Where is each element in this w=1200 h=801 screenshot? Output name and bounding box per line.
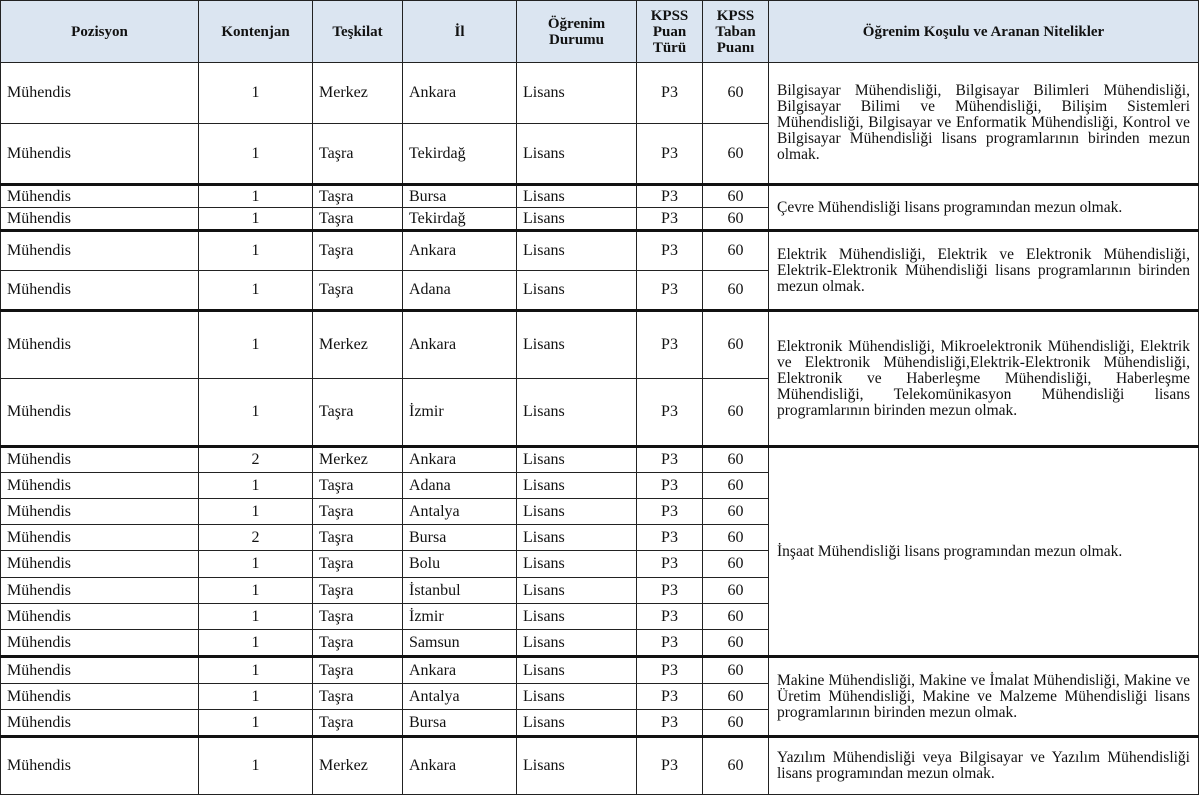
cell-teskilat: Merkez <box>313 311 403 379</box>
header-row <box>1 1 1199 63</box>
cell-kpss-taban-puani: 60 <box>703 657 769 684</box>
cell-teskilat: Taşra <box>313 630 403 657</box>
table-row <box>1 657 1199 684</box>
cell-kpss-taban-puani: 60 <box>703 473 769 499</box>
cell-qualification: Çevre Mühendisliği lisans programından mezun olmak. <box>769 185 1199 231</box>
cell-ogrenim-durumu: Lisans <box>517 311 637 379</box>
cell-kpss-puan-turu: P3 <box>637 525 703 551</box>
cell-teskilat: Merkez <box>313 63 403 124</box>
cell-il: Tekirdağ <box>403 124 517 185</box>
cell-pozisyon: Mühendis <box>1 525 199 551</box>
cell-kpss-taban-puani: 60 <box>703 578 769 604</box>
cell-kontenjan: 1 <box>199 379 313 447</box>
cell-kpss-puan-turu: P3 <box>637 231 703 271</box>
cell-qualification: Bilgisayar Mühendisliği, Bilgisayar Bilimleri Mühendisliği, Bilgisayar Bilimi ve Mühendisliği, Bilişim Sistemleri Mühendisliği, Bilgisayar ve Enformatik Mühendisliği, Kontrol ve Bilgisayar Mühendisliği lisans programlarının birinden mezun olmak. <box>769 63 1199 185</box>
cell-teskilat: Merkez <box>313 447 403 473</box>
cell-ogrenim-durumu: Lisans <box>517 684 637 710</box>
cell-kontenjan: 1 <box>199 499 313 525</box>
cell-ogrenim-durumu: Lisans <box>517 231 637 271</box>
table-body <box>1 63 1199 795</box>
cell-ogrenim-durumu: Lisans <box>517 737 637 795</box>
cell-il: Adana <box>403 271 517 311</box>
header-kpss-puan-turu: KPSS Puan Türü <box>637 1 703 63</box>
table-row <box>1 63 1199 124</box>
table-row <box>1 231 1199 271</box>
cell-ogrenim-durumu: Lisans <box>517 271 637 311</box>
cell-teskilat: Taşra <box>313 271 403 311</box>
cell-pozisyon: Mühendis <box>1 630 199 657</box>
cell-teskilat: Taşra <box>313 551 403 578</box>
cell-kpss-puan-turu: P3 <box>637 710 703 737</box>
cell-kpss-taban-puani: 60 <box>703 231 769 271</box>
cell-ogrenim-durumu: Lisans <box>517 447 637 473</box>
cell-kpss-taban-puani: 60 <box>703 63 769 124</box>
cell-kpss-puan-turu: P3 <box>637 379 703 447</box>
cell-il: Ankara <box>403 231 517 271</box>
table-row <box>1 447 1199 473</box>
cell-kpss-taban-puani: 60 <box>703 525 769 551</box>
cell-pozisyon: Mühendis <box>1 63 199 124</box>
cell-qualification: Elektronik Mühendisliği, Mikroelektronik Mühendisliği, Elektrik ve Elektronik Mühendisliği,Elektrik-Elektronik Mühendisliği, Elektronik ve Haberleşme Mühendisliği, Haberleşme Mühendisliği, Telekomünikasyon Mühendisliği lisans programlarının birinden mezun olmak. <box>769 311 1199 447</box>
cell-ogrenim-durumu: Lisans <box>517 710 637 737</box>
cell-pozisyon: Mühendis <box>1 185 199 208</box>
cell-il: Ankara <box>403 311 517 379</box>
cell-pozisyon: Mühendis <box>1 124 199 185</box>
cell-teskilat: Taşra <box>313 124 403 185</box>
cell-pozisyon: Mühendis <box>1 271 199 311</box>
cell-il: İzmir <box>403 604 517 630</box>
cell-kpss-puan-turu: P3 <box>637 311 703 379</box>
cell-ogrenim-durumu: Lisans <box>517 578 637 604</box>
cell-il: Bolu <box>403 551 517 578</box>
cell-il: Ankara <box>403 657 517 684</box>
cell-ogrenim-durumu: Lisans <box>517 185 637 208</box>
cell-kpss-puan-turu: P3 <box>637 447 703 473</box>
cell-kontenjan: 1 <box>199 231 313 271</box>
cell-ogrenim-durumu: Lisans <box>517 604 637 630</box>
cell-kontenjan: 1 <box>199 124 313 185</box>
cell-pozisyon: Mühendis <box>1 684 199 710</box>
cell-kontenjan: 1 <box>199 473 313 499</box>
cell-ogrenim-durumu: Lisans <box>517 208 637 231</box>
cell-il: Samsun <box>403 630 517 657</box>
cell-pozisyon: Mühendis <box>1 657 199 684</box>
cell-kontenjan: 1 <box>199 684 313 710</box>
cell-il: İzmir <box>403 379 517 447</box>
cell-kpss-taban-puani: 60 <box>703 447 769 473</box>
cell-kontenjan: 1 <box>199 657 313 684</box>
cell-teskilat: Taşra <box>313 185 403 208</box>
cell-kontenjan: 2 <box>199 447 313 473</box>
cell-kpss-puan-turu: P3 <box>637 208 703 231</box>
cell-kpss-puan-turu: P3 <box>637 271 703 311</box>
cell-kontenjan: 1 <box>199 710 313 737</box>
cell-kpss-taban-puani: 60 <box>703 604 769 630</box>
cell-pozisyon: Mühendis <box>1 231 199 271</box>
cell-pozisyon: Mühendis <box>1 447 199 473</box>
cell-teskilat: Taşra <box>313 499 403 525</box>
cell-il: Ankara <box>403 447 517 473</box>
cell-pozisyon: Mühendis <box>1 379 199 447</box>
cell-pozisyon: Mühendis <box>1 473 199 499</box>
cell-kpss-taban-puani: 60 <box>703 311 769 379</box>
cell-teskilat: Taşra <box>313 231 403 271</box>
cell-qualification: Makine Mühendisliği, Makine ve İmalat Mühendisliği, Makine ve Üretim Mühendisliği, Makine ve Malzeme Mühendisliği lisans programlarının birinden mezun olmak. <box>769 657 1199 737</box>
cell-teskilat: Taşra <box>313 578 403 604</box>
cell-il: Bursa <box>403 710 517 737</box>
cell-kpss-puan-turu: P3 <box>637 473 703 499</box>
cell-teskilat: Taşra <box>313 473 403 499</box>
header-ogrenim-durumu: Öğrenim Durumu <box>517 1 637 63</box>
cell-teskilat: Taşra <box>313 604 403 630</box>
cell-kpss-puan-turu: P3 <box>637 124 703 185</box>
cell-teskilat: Taşra <box>313 525 403 551</box>
cell-kpss-taban-puani: 60 <box>703 124 769 185</box>
cell-kontenjan: 1 <box>199 737 313 795</box>
cell-ogrenim-durumu: Lisans <box>517 630 637 657</box>
cell-ogrenim-durumu: Lisans <box>517 379 637 447</box>
cell-teskilat: Taşra <box>313 657 403 684</box>
cell-kpss-puan-turu: P3 <box>637 630 703 657</box>
cell-pozisyon: Mühendis <box>1 208 199 231</box>
cell-il: Bursa <box>403 525 517 551</box>
table-row <box>1 185 1199 208</box>
header-kontenjan: Kontenjan <box>199 1 313 63</box>
cell-kontenjan: 1 <box>199 63 313 124</box>
cell-kpss-puan-turu: P3 <box>637 578 703 604</box>
cell-ogrenim-durumu: Lisans <box>517 525 637 551</box>
header-pozisyon: Pozisyon <box>1 1 199 63</box>
cell-kpss-puan-turu: P3 <box>637 737 703 795</box>
cell-pozisyon: Mühendis <box>1 710 199 737</box>
cell-ogrenim-durumu: Lisans <box>517 124 637 185</box>
cell-teskilat: Taşra <box>313 208 403 231</box>
cell-kontenjan: 1 <box>199 311 313 379</box>
cell-pozisyon: Mühendis <box>1 311 199 379</box>
cell-kpss-taban-puani: 60 <box>703 630 769 657</box>
cell-ogrenim-durumu: Lisans <box>517 657 637 684</box>
cell-ogrenim-durumu: Lisans <box>517 63 637 124</box>
cell-kpss-taban-puani: 60 <box>703 379 769 447</box>
cell-kpss-puan-turu: P3 <box>637 551 703 578</box>
cell-kpss-taban-puani: 60 <box>703 499 769 525</box>
cell-kontenjan: 1 <box>199 208 313 231</box>
cell-pozisyon: Mühendis <box>1 578 199 604</box>
cell-pozisyon: Mühendis <box>1 604 199 630</box>
cell-il: Ankara <box>403 737 517 795</box>
cell-teskilat: Taşra <box>313 684 403 710</box>
cell-teskilat: Taşra <box>313 379 403 447</box>
cell-il: Adana <box>403 473 517 499</box>
cell-kpss-taban-puani: 60 <box>703 551 769 578</box>
cell-il: Antalya <box>403 499 517 525</box>
cell-kpss-taban-puani: 60 <box>703 684 769 710</box>
cell-pozisyon: Mühendis <box>1 499 199 525</box>
cell-ogrenim-durumu: Lisans <box>517 551 637 578</box>
cell-il: Antalya <box>403 684 517 710</box>
header-nitelikler: Öğrenim Koşulu ve Aranan Nitelikler <box>769 1 1199 63</box>
cell-kontenjan: 1 <box>199 604 313 630</box>
cell-kontenjan: 1 <box>199 630 313 657</box>
cell-il: İstanbul <box>403 578 517 604</box>
cell-kontenjan: 1 <box>199 578 313 604</box>
cell-qualification: İnşaat Mühendisliği lisans programından mezun olmak. <box>769 447 1199 657</box>
cell-kpss-taban-puani: 60 <box>703 737 769 795</box>
cell-kpss-puan-turu: P3 <box>637 63 703 124</box>
cell-teskilat: Merkez <box>313 737 403 795</box>
cell-ogrenim-durumu: Lisans <box>517 473 637 499</box>
cell-kontenjan: 2 <box>199 525 313 551</box>
cell-qualification: Yazılım Mühendisliği veya Bilgisayar ve Yazılım Mühendisliği lisans programından mezun olmak. <box>769 737 1199 795</box>
cell-kontenjan: 1 <box>199 271 313 311</box>
cell-kontenjan: 1 <box>199 551 313 578</box>
table-row <box>1 311 1199 379</box>
header-il: İl <box>403 1 517 63</box>
cell-kpss-taban-puani: 60 <box>703 208 769 231</box>
cell-kpss-taban-puani: 60 <box>703 710 769 737</box>
table-row <box>1 737 1199 795</box>
cell-kpss-puan-turu: P3 <box>637 657 703 684</box>
cell-ogrenim-durumu: Lisans <box>517 499 637 525</box>
cell-kpss-puan-turu: P3 <box>637 684 703 710</box>
cell-kpss-taban-puani: 60 <box>703 185 769 208</box>
cell-kpss-puan-turu: P3 <box>637 604 703 630</box>
cell-kpss-puan-turu: P3 <box>637 185 703 208</box>
cell-kontenjan: 1 <box>199 185 313 208</box>
cell-kpss-taban-puani: 60 <box>703 271 769 311</box>
cell-pozisyon: Mühendis <box>1 737 199 795</box>
cell-qualification: Elektrik Mühendisliği, Elektrik ve Elektronik Mühendisliği, Elektrik-Elektronik Mühendisliği lisans programlarının birinden mezun olmak. <box>769 231 1199 311</box>
cell-il: Tekirdağ <box>403 208 517 231</box>
cell-kpss-puan-turu: P3 <box>637 499 703 525</box>
cell-il: Ankara <box>403 63 517 124</box>
cell-il: Bursa <box>403 185 517 208</box>
header-kpss-taban-puani: KPSS Taban Puanı <box>703 1 769 63</box>
header-teskilat: Teşkilat <box>313 1 403 63</box>
cell-pozisyon: Mühendis <box>1 551 199 578</box>
cell-teskilat: Taşra <box>313 710 403 737</box>
